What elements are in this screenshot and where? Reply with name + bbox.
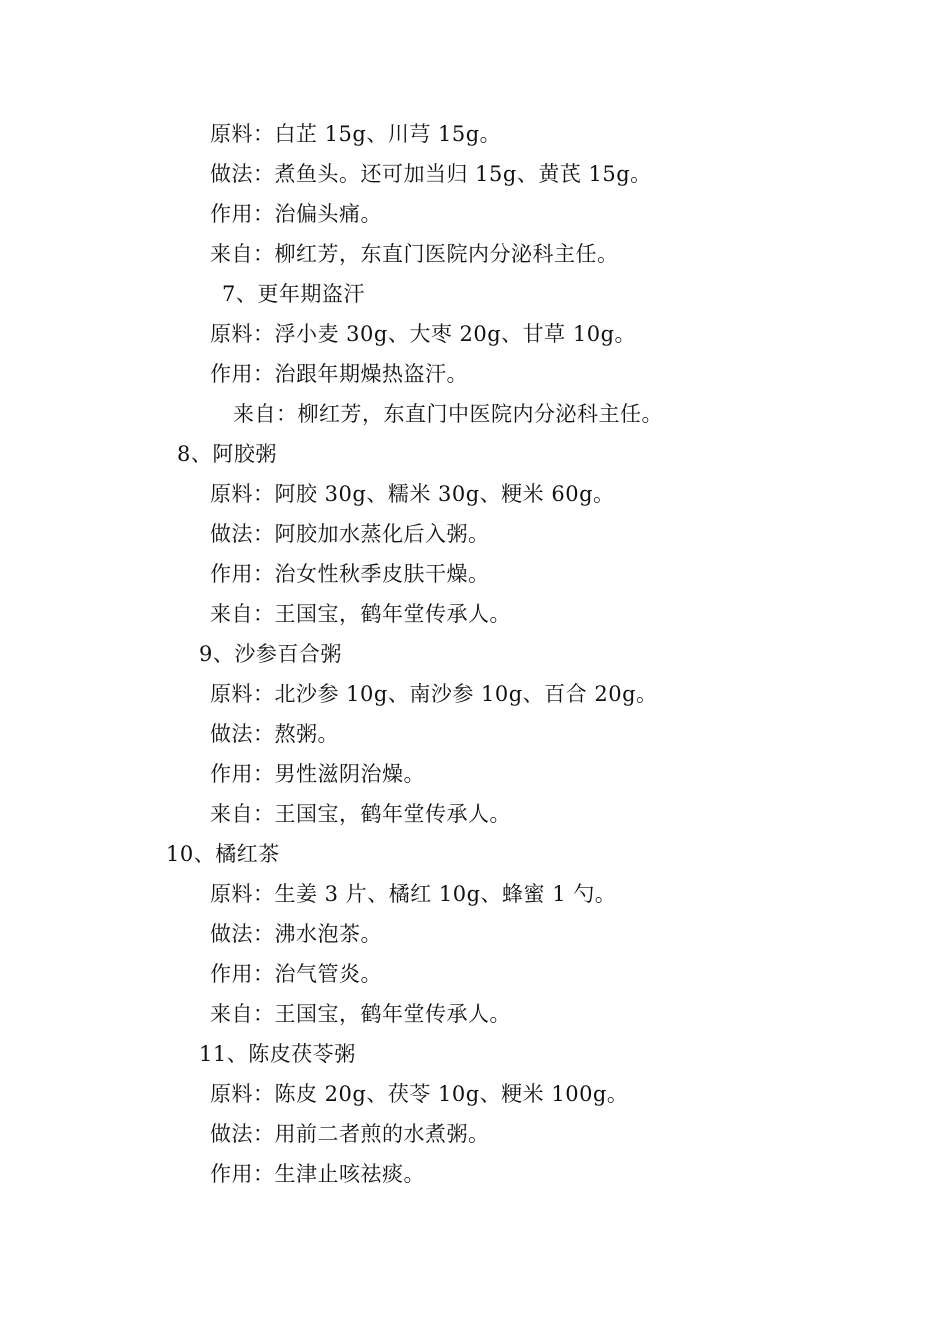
recipe-heading: 8、阿胶粥 (177, 442, 277, 466)
effect-line: 作用：治女性秋季皮肤干燥。 (210, 562, 490, 586)
source-line: 来自：柳红芳，东直门中医院内分泌科主任。 (233, 402, 663, 426)
effect-line: 作用：治偏头痛。 (210, 202, 382, 226)
effect-line: 作用：生津止咳祛痰。 (210, 1162, 425, 1186)
ingredients-line: 原料：陈皮 20g、茯苓 10g、粳米 100g。 (210, 1082, 629, 1106)
recipe-heading: 7、更年期盗汗 (222, 282, 365, 306)
ingredients-line: 原料：生姜 3 片、橘红 10g、蜂蜜 1 勺。 (210, 882, 617, 906)
source-line: 来自：柳红芳，东直门医院内分泌科主任。 (210, 242, 619, 266)
effect-line: 作用：治跟年期燥热盗汗。 (210, 362, 468, 386)
recipe-heading: 9、沙参百合粥 (199, 642, 342, 666)
ingredients-line: 原料：浮小麦 30g、大枣 20g、甘草 10g。 (210, 322, 637, 346)
source-line: 来自：王国宝，鹤年堂传承人。 (210, 602, 511, 626)
method-line: 做法：用前二者煎的水煮粥。 (210, 1122, 490, 1146)
source-line: 来自：王国宝，鹤年堂传承人。 (210, 1002, 511, 1026)
method-line: 做法：阿胶加水蒸化后入粥。 (210, 522, 490, 546)
effect-line: 作用：治气管炎。 (210, 962, 382, 986)
ingredients-line: 原料：北沙参 10g、南沙参 10g、百合 20g。 (210, 682, 658, 706)
recipe-heading: 11、陈皮茯苓粥 (199, 1042, 356, 1066)
method-line: 做法：熬粥。 (210, 722, 339, 746)
ingredients-line: 原料：白芷 15g、川芎 15g。 (210, 122, 502, 146)
ingredients-line: 原料：阿胶 30g、糯米 30g、粳米 60g。 (210, 482, 615, 506)
source-line: 来自：王国宝，鹤年堂传承人。 (210, 802, 511, 826)
method-line: 做法：沸水泡茶。 (210, 922, 382, 946)
method-line: 做法：煮鱼头。还可加当归 15g、黄芪 15g。 (210, 162, 652, 186)
effect-line: 作用：男性滋阴治燥。 (210, 762, 425, 786)
recipe-heading: 10、橘红茶 (166, 842, 280, 866)
